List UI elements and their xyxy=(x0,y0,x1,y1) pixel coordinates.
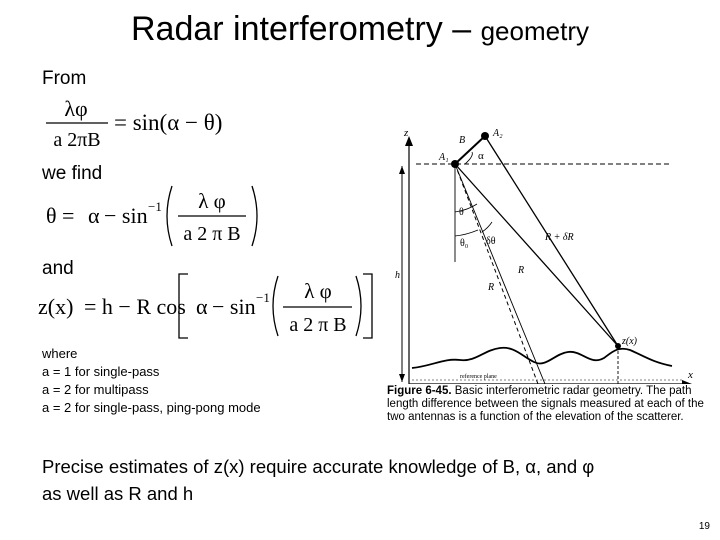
eq2-numerator: λ φ xyxy=(198,189,226,213)
slide-title xyxy=(0,10,720,49)
label-a2: A₂ xyxy=(493,128,503,139)
eq3-right-paren xyxy=(356,276,361,336)
label-alpha: α xyxy=(478,150,484,162)
eq2-minus-sin: − sin xyxy=(104,203,148,228)
equation-1 xyxy=(40,92,250,154)
label-theta0: θ₀ xyxy=(460,238,469,249)
equation-3 xyxy=(38,270,373,342)
notes-block xyxy=(42,345,261,417)
conclusion-line-1: Precise estimates of z(x) require accurate knowledge of B, α, and φ xyxy=(42,456,595,477)
eq2-alpha: α xyxy=(88,203,100,228)
eq3-denominator: a 2 π B xyxy=(289,314,347,336)
eq3-eq: = h − R cos xyxy=(84,294,186,319)
eq1-numerator: λφ xyxy=(64,96,88,121)
eq3-inverse: −1 xyxy=(256,290,270,305)
conclusion-text xyxy=(42,453,594,507)
x-axis-label: x xyxy=(688,369,693,381)
label-zx: z(x) xyxy=(622,336,637,347)
eq2-lhs: θ = xyxy=(46,203,75,228)
notes-where: where xyxy=(42,346,78,361)
label-b: B xyxy=(459,135,466,146)
eq3-left-paren xyxy=(273,276,278,336)
caption-text: Basic interferometric radar geometry. The path length difference between the signals measured at each of the two antennas is a function of the elevation of the scatterer. xyxy=(387,385,704,423)
h-label: h xyxy=(395,270,400,281)
title-main: Radar interferometry xyxy=(131,10,443,48)
label-from: From xyxy=(42,68,87,89)
label-r-upper: R xyxy=(518,265,525,276)
label-a1: A₁ xyxy=(439,152,449,163)
label-and: and xyxy=(42,258,74,279)
figure-caption xyxy=(387,385,717,424)
equation-2 xyxy=(40,180,270,252)
eq3-alpha: α xyxy=(196,294,208,319)
label-reference-plane: reference plane xyxy=(460,374,497,380)
label-r-plus-dr: R + δR xyxy=(545,232,574,243)
z-axis-label: z xyxy=(404,127,409,139)
page-number: 19 xyxy=(698,521,710,532)
eq3-right-bracket xyxy=(363,274,372,338)
title-sub: geometry xyxy=(480,16,589,46)
notes-item: a = 2 for single-pass, ping-pong mode xyxy=(42,400,261,415)
notes-item: a = 1 for single-pass xyxy=(42,364,160,379)
eq2-right-paren xyxy=(252,186,257,246)
label-dtheta: δθ xyxy=(486,236,496,247)
title-dash: – xyxy=(442,10,481,48)
caption-label: Figure 6-45. xyxy=(387,385,452,397)
eq1-rhs: = sin(α − θ) xyxy=(114,110,223,135)
eq2-inverse: −1 xyxy=(148,199,162,214)
notes-item: a = 2 for multipass xyxy=(42,382,149,397)
conclusion-line-2: as well as R and h xyxy=(42,483,194,504)
eq2-left-paren xyxy=(167,186,172,246)
eq2-denominator: a 2 π B xyxy=(183,223,241,245)
geometry-figure xyxy=(382,122,712,384)
label-r-lower: R xyxy=(488,282,495,293)
label-we-find: we find xyxy=(42,163,103,184)
eq1-denominator: a 2πB xyxy=(53,129,101,151)
eq3-numerator: λ φ xyxy=(304,279,332,303)
label-theta: θ xyxy=(459,207,464,218)
eq3-minus-sin: − sin xyxy=(212,294,256,319)
eq3-lhs: z(x) xyxy=(38,294,74,319)
